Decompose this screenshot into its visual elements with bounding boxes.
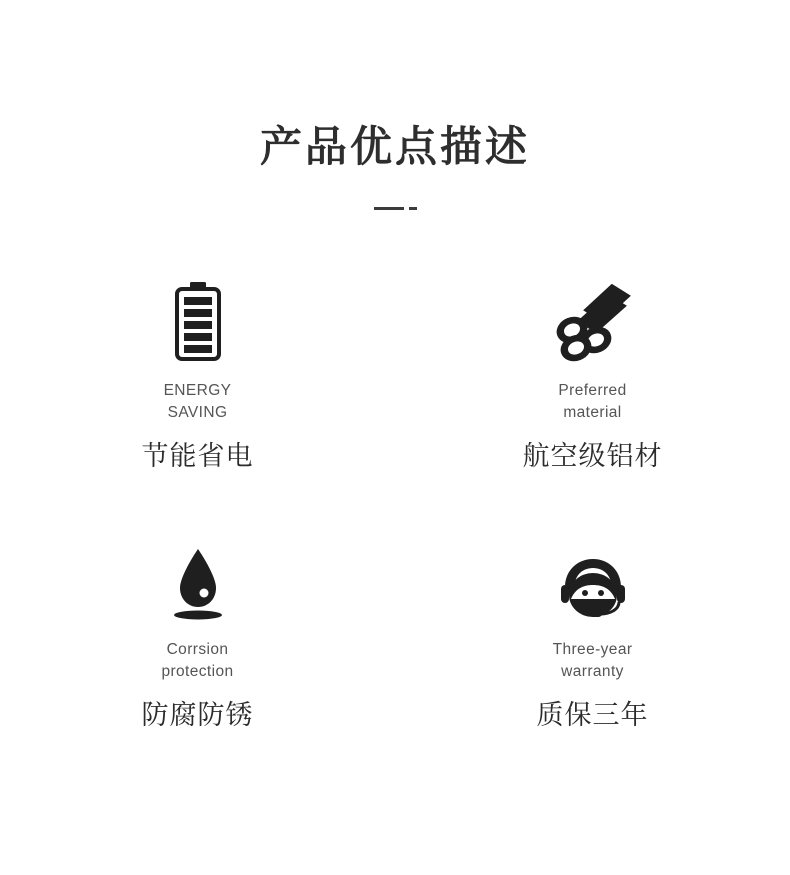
feature-en-line2: protection (161, 662, 234, 680)
divider-ornament (0, 198, 790, 218)
feature-item (395, 270, 790, 472)
feature-en-line1: Corrsion (166, 640, 229, 658)
feature-cn-label: 质保三年 (536, 699, 649, 730)
feature-en-label (558, 380, 626, 424)
feature-en-line2: warranty (561, 662, 624, 680)
feature-en-line2: SAVING (167, 404, 228, 422)
feature-en-label (553, 639, 633, 683)
water-drop-icon (168, 535, 228, 621)
page-header (0, 0, 790, 218)
battery-icon (170, 270, 226, 362)
feature-item (0, 535, 395, 737)
feature-en-line1: Three-year (552, 640, 633, 658)
feature-en-line1: Preferred (558, 382, 627, 400)
feature-en-label (161, 639, 233, 683)
headset-support-icon (557, 535, 629, 621)
divider-short-dash-icon (409, 207, 417, 210)
divider-long-dash-icon (374, 207, 404, 210)
page-title: 产品优点描述 (259, 123, 530, 170)
feature-cn-label: 航空级铝材 (522, 441, 663, 472)
feature-en-label (164, 380, 232, 424)
feature-cn-label: 节能省电 (141, 441, 254, 472)
feature-cn-label: 防腐防锈 (141, 699, 254, 730)
feature-item (0, 270, 395, 472)
feature-item (395, 535, 790, 737)
aluminium-profiles-icon (550, 270, 636, 362)
feature-en-line1: ENERGY (163, 382, 232, 400)
features-grid (0, 270, 790, 737)
feature-en-line2: material (563, 404, 622, 422)
